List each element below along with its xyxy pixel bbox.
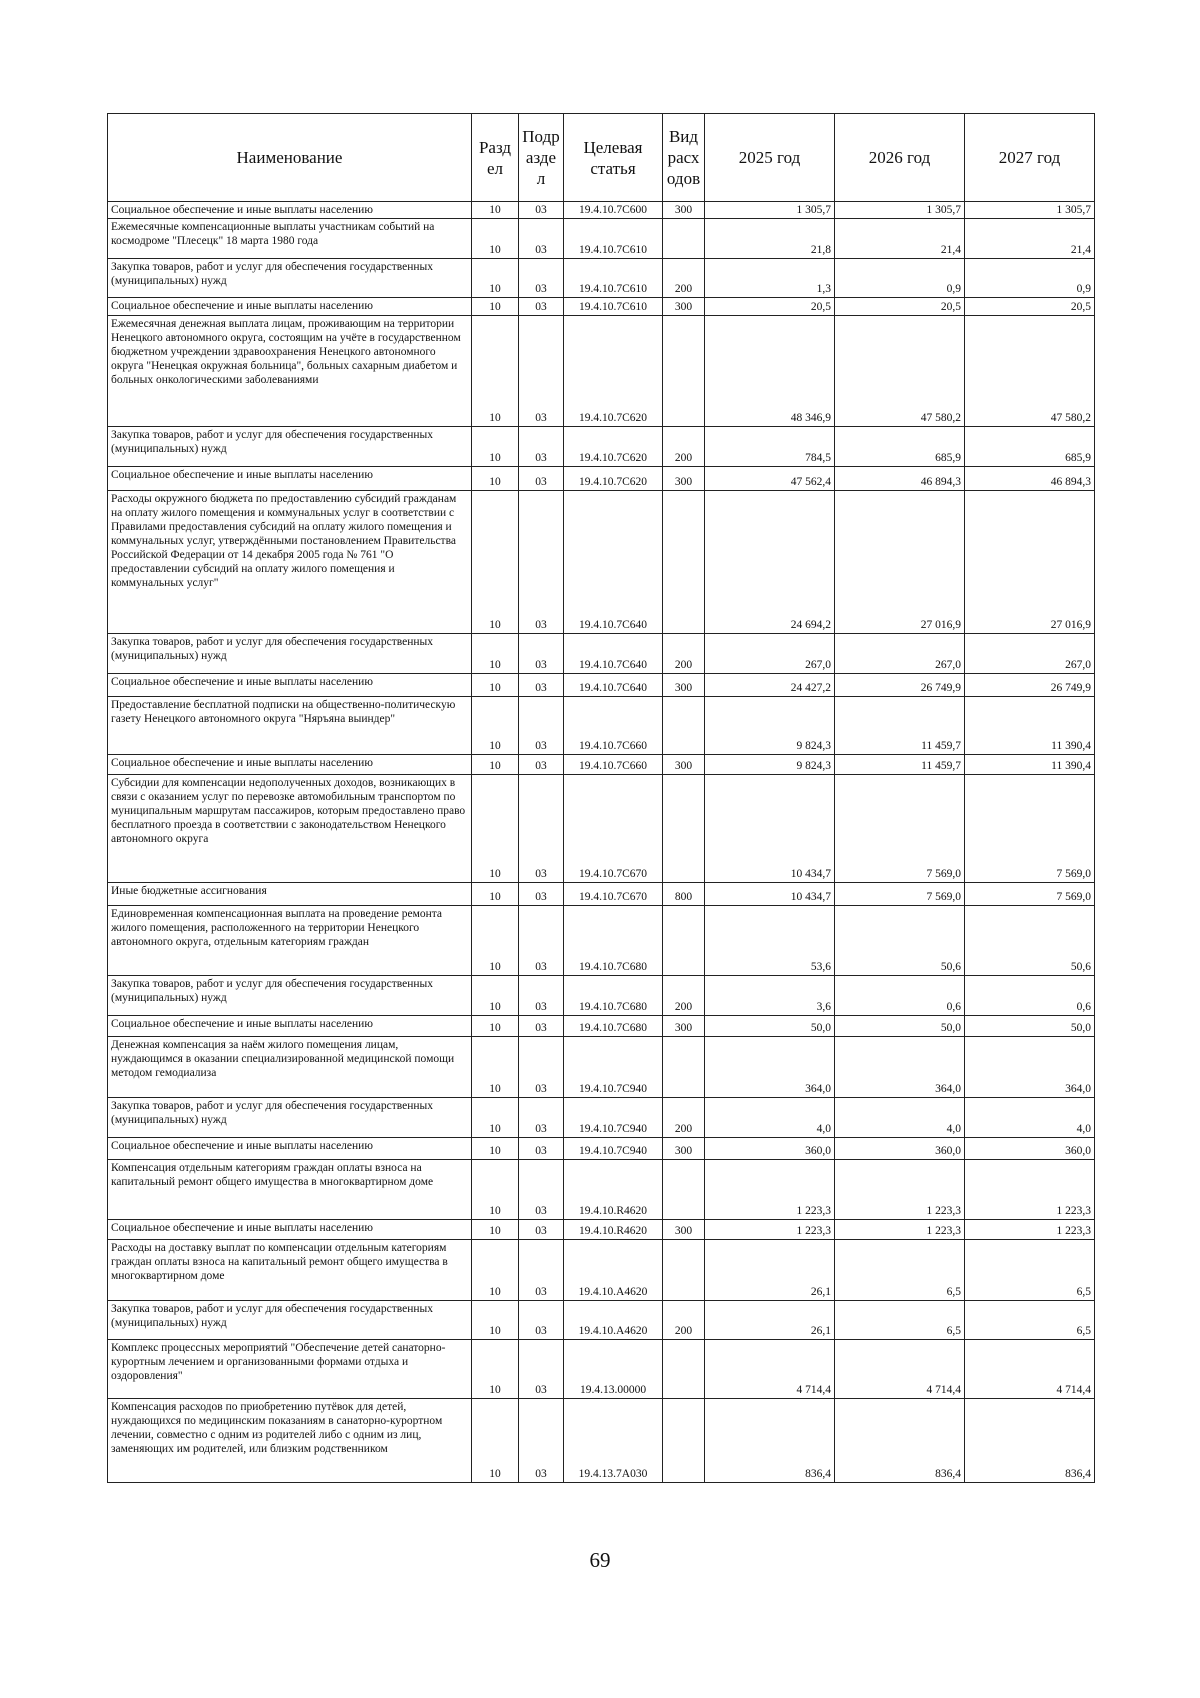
table-row bbox=[108, 976, 1095, 1016]
budget-table-body bbox=[108, 202, 1095, 1483]
row-section: 10 bbox=[472, 219, 519, 259]
row-value-2027: 836,4 bbox=[965, 1399, 1095, 1483]
row-expense-kind bbox=[663, 219, 705, 259]
row-name: Закупка товаров, работ и услуг для обеспечения государственных (муниципальных) нужд bbox=[108, 427, 472, 467]
row-section: 10 bbox=[472, 316, 519, 427]
row-value-2027: 6,5 bbox=[965, 1301, 1095, 1340]
row-subsection: 03 bbox=[519, 883, 564, 906]
row-target-article: 19.4.10.7С680 bbox=[564, 976, 663, 1016]
table-row bbox=[108, 219, 1095, 259]
row-subsection: 03 bbox=[519, 634, 564, 674]
row-subsection: 03 bbox=[519, 976, 564, 1016]
row-name: Субсидии для компенсации недополученных доходов, возникающих в связи с оказанием услуг по перевозке автомобильным транспортом по муниципальным маршрутам пассажиров, которым предоставлено право бесплатного проезда в соответствии с законодательством Ненецкого автономного округа bbox=[108, 775, 472, 883]
row-expense-kind: 300 bbox=[663, 1138, 705, 1160]
row-section: 10 bbox=[472, 467, 519, 491]
row-value-2025: 1 223,3 bbox=[705, 1220, 835, 1240]
row-target-article: 19.4.10.7С680 bbox=[564, 1016, 663, 1037]
row-expense-kind bbox=[663, 1037, 705, 1098]
row-target-article: 19.4.10.7С660 bbox=[564, 755, 663, 775]
row-subsection: 03 bbox=[519, 1301, 564, 1340]
row-section: 10 bbox=[472, 1160, 519, 1220]
row-target-article: 19.4.10.7С610 bbox=[564, 298, 663, 316]
row-value-2025: 24 694,2 bbox=[705, 491, 835, 634]
row-subsection: 03 bbox=[519, 491, 564, 634]
row-name: Закупка товаров, работ и услуг для обеспечения государственных (муниципальных) нужд bbox=[108, 634, 472, 674]
row-expense-kind bbox=[663, 491, 705, 634]
row-value-2025: 47 562,4 bbox=[705, 467, 835, 491]
table-row bbox=[108, 1016, 1095, 1037]
row-value-2025: 48 346,9 bbox=[705, 316, 835, 427]
table-row bbox=[108, 775, 1095, 883]
row-section: 10 bbox=[472, 697, 519, 755]
row-value-2026: 7 569,0 bbox=[835, 775, 965, 883]
row-name: Единовременная компенсационная выплата на проведение ремонта жилого помещения, расположенного на территории Ненецкого автономного округа, отдельным категориям граждан bbox=[108, 906, 472, 976]
row-value-2027: 0,9 bbox=[965, 259, 1095, 298]
row-value-2027: 4 714,4 bbox=[965, 1340, 1095, 1399]
table-row bbox=[108, 491, 1095, 634]
header-year-2026: 2026 год bbox=[835, 114, 965, 202]
row-section: 10 bbox=[472, 1016, 519, 1037]
row-subsection: 03 bbox=[519, 316, 564, 427]
row-target-article: 19.4.10.7С620 bbox=[564, 316, 663, 427]
row-name: Иные бюджетные ассигнования bbox=[108, 883, 472, 906]
row-value-2026: 50,0 bbox=[835, 1016, 965, 1037]
row-value-2027: 685,9 bbox=[965, 427, 1095, 467]
row-section: 10 bbox=[472, 883, 519, 906]
row-value-2026: 21,4 bbox=[835, 219, 965, 259]
row-subsection: 03 bbox=[519, 1037, 564, 1098]
row-value-2025: 1 305,7 bbox=[705, 202, 835, 219]
row-section: 10 bbox=[472, 202, 519, 219]
row-section: 10 bbox=[472, 755, 519, 775]
row-name: Закупка товаров, работ и услуг для обеспечения государственных (муниципальных) нужд bbox=[108, 1301, 472, 1340]
row-target-article: 19.4.10.7С940 bbox=[564, 1098, 663, 1138]
table-row bbox=[108, 1240, 1095, 1301]
row-expense-kind: 200 bbox=[663, 976, 705, 1016]
row-subsection: 03 bbox=[519, 1016, 564, 1037]
row-value-2025: 9 824,3 bbox=[705, 697, 835, 755]
row-subsection: 03 bbox=[519, 1160, 564, 1220]
header-expense-kind: Вид расх одов bbox=[663, 114, 705, 202]
row-value-2025: 4,0 bbox=[705, 1098, 835, 1138]
row-value-2026: 4 714,4 bbox=[835, 1340, 965, 1399]
row-value-2027: 20,5 bbox=[965, 298, 1095, 316]
row-name: Социальное обеспечение и иные выплаты населению bbox=[108, 467, 472, 491]
table-row bbox=[108, 1098, 1095, 1138]
row-expense-kind bbox=[663, 775, 705, 883]
row-target-article: 19.4.10.7С940 bbox=[564, 1037, 663, 1098]
row-value-2026: 360,0 bbox=[835, 1138, 965, 1160]
row-value-2027: 7 569,0 bbox=[965, 883, 1095, 906]
row-name: Денежная компенсация за наём жилого помещения лицам, нуждающимся в оказании специализированной медицинской помощи методом гемодиализа bbox=[108, 1037, 472, 1098]
row-expense-kind: 300 bbox=[663, 202, 705, 219]
row-expense-kind: 200 bbox=[663, 427, 705, 467]
row-section: 10 bbox=[472, 634, 519, 674]
row-name: Социальное обеспечение и иные выплаты населению bbox=[108, 1138, 472, 1160]
row-value-2027: 21,4 bbox=[965, 219, 1095, 259]
row-value-2026: 46 894,3 bbox=[835, 467, 965, 491]
row-target-article: 19.4.10.7С670 bbox=[564, 883, 663, 906]
row-value-2026: 1 223,3 bbox=[835, 1220, 965, 1240]
row-value-2025: 360,0 bbox=[705, 1138, 835, 1160]
row-section: 10 bbox=[472, 1301, 519, 1340]
row-subsection: 03 bbox=[519, 755, 564, 775]
row-target-article: 19.4.10.7С670 bbox=[564, 775, 663, 883]
row-target-article: 19.4.10.7С620 bbox=[564, 427, 663, 467]
row-expense-kind: 300 bbox=[663, 298, 705, 316]
row-value-2025: 836,4 bbox=[705, 1399, 835, 1483]
header-subsection: Подр азде л bbox=[519, 114, 564, 202]
row-value-2026: 0,9 bbox=[835, 259, 965, 298]
row-value-2026: 685,9 bbox=[835, 427, 965, 467]
row-section: 10 bbox=[472, 1098, 519, 1138]
row-expense-kind bbox=[663, 1240, 705, 1301]
row-value-2026: 27 016,9 bbox=[835, 491, 965, 634]
header-year-2027: 2027 год bbox=[965, 114, 1095, 202]
row-value-2025: 10 434,7 bbox=[705, 775, 835, 883]
row-target-article: 19.4.10.7С610 bbox=[564, 259, 663, 298]
row-name: Социальное обеспечение и иные выплаты населению bbox=[108, 674, 472, 697]
row-value-2026: 364,0 bbox=[835, 1037, 965, 1098]
row-section: 10 bbox=[472, 427, 519, 467]
row-target-article: 19.4.10.R4620 bbox=[564, 1220, 663, 1240]
row-section: 10 bbox=[472, 976, 519, 1016]
table-row bbox=[108, 1037, 1095, 1098]
budget-table bbox=[107, 113, 1095, 1483]
row-value-2027: 360,0 bbox=[965, 1138, 1095, 1160]
row-expense-kind bbox=[663, 1160, 705, 1220]
row-subsection: 03 bbox=[519, 1240, 564, 1301]
row-subsection: 03 bbox=[519, 202, 564, 219]
row-value-2026: 4,0 bbox=[835, 1098, 965, 1138]
row-target-article: 19.4.10.7С620 bbox=[564, 467, 663, 491]
row-value-2026: 836,4 bbox=[835, 1399, 965, 1483]
table-row bbox=[108, 467, 1095, 491]
row-value-2026: 7 569,0 bbox=[835, 883, 965, 906]
row-target-article: 19.4.10.7С610 bbox=[564, 219, 663, 259]
row-expense-kind bbox=[663, 906, 705, 976]
row-value-2027: 0,6 bbox=[965, 976, 1095, 1016]
row-value-2026: 20,5 bbox=[835, 298, 965, 316]
row-subsection: 03 bbox=[519, 298, 564, 316]
row-value-2026: 1 223,3 bbox=[835, 1160, 965, 1220]
row-value-2025: 1,3 bbox=[705, 259, 835, 298]
row-section: 10 bbox=[472, 259, 519, 298]
row-subsection: 03 bbox=[519, 1220, 564, 1240]
row-target-article: 19.4.10.7С640 bbox=[564, 674, 663, 697]
row-value-2026: 6,5 bbox=[835, 1240, 965, 1301]
row-expense-kind: 300 bbox=[663, 1220, 705, 1240]
row-value-2025: 784,5 bbox=[705, 427, 835, 467]
row-expense-kind: 300 bbox=[663, 467, 705, 491]
page-number: 69 bbox=[589, 1548, 611, 1572]
row-value-2025: 50,0 bbox=[705, 1016, 835, 1037]
row-subsection: 03 bbox=[519, 427, 564, 467]
row-subsection: 03 bbox=[519, 674, 564, 697]
row-value-2027: 1 223,3 bbox=[965, 1220, 1095, 1240]
row-value-2026: 0,6 bbox=[835, 976, 965, 1016]
row-section: 10 bbox=[472, 775, 519, 883]
row-target-article: 19.4.10.R4620 bbox=[564, 1160, 663, 1220]
row-expense-kind: 300 bbox=[663, 1016, 705, 1037]
row-subsection: 03 bbox=[519, 775, 564, 883]
row-section: 10 bbox=[472, 1037, 519, 1098]
row-subsection: 03 bbox=[519, 467, 564, 491]
table-row bbox=[108, 634, 1095, 674]
row-target-article: 19.4.10.7С640 bbox=[564, 634, 663, 674]
row-value-2026: 26 749,9 bbox=[835, 674, 965, 697]
row-expense-kind: 800 bbox=[663, 883, 705, 906]
row-value-2027: 267,0 bbox=[965, 634, 1095, 674]
table-row bbox=[108, 1399, 1095, 1483]
row-value-2027: 6,5 bbox=[965, 1240, 1095, 1301]
table-row bbox=[108, 1138, 1095, 1160]
table-row bbox=[108, 1340, 1095, 1399]
row-expense-kind: 300 bbox=[663, 674, 705, 697]
row-section: 10 bbox=[472, 906, 519, 976]
row-value-2025: 20,5 bbox=[705, 298, 835, 316]
row-subsection: 03 bbox=[519, 697, 564, 755]
table-header-row bbox=[108, 114, 1095, 202]
row-value-2026: 11 459,7 bbox=[835, 697, 965, 755]
table-row bbox=[108, 674, 1095, 697]
row-value-2025: 53,6 bbox=[705, 906, 835, 976]
row-expense-kind: 200 bbox=[663, 634, 705, 674]
row-value-2025: 26,1 bbox=[705, 1240, 835, 1301]
row-section: 10 bbox=[472, 491, 519, 634]
row-name: Закупка товаров, работ и услуг для обеспечения государственных (муниципальных) нужд bbox=[108, 259, 472, 298]
row-value-2027: 1 223,3 bbox=[965, 1160, 1095, 1220]
table-row bbox=[108, 906, 1095, 976]
row-target-article: 19.4.13.00000 bbox=[564, 1340, 663, 1399]
row-target-article: 19.4.10.А4620 bbox=[564, 1240, 663, 1301]
row-name: Предоставление бесплатной подписки на общественно-политическую газету Ненецкого автономного округа "Няръяна выиндер" bbox=[108, 697, 472, 755]
row-value-2026: 6,5 bbox=[835, 1301, 965, 1340]
row-expense-kind: 300 bbox=[663, 755, 705, 775]
row-value-2025: 24 427,2 bbox=[705, 674, 835, 697]
row-name: Ежемесячная денежная выплата лицам, проживающим на территории Ненецкого автономного округа, состоящим на учёте в государственном бюджетном учреждении здравоохранения Ненецкого автономного округа "Ненецкая окружная больница", больных сахарным диабетом и больных онкологическими заболеваниями bbox=[108, 316, 472, 427]
row-name: Закупка товаров, работ и услуг для обеспечения государственных (муниципальных) нужд bbox=[108, 976, 472, 1016]
row-name: Расходы на доставку выплат по компенсации отдельным категориям граждан оплаты взноса на капитальный ремонт общего имущества в многоквартирном доме bbox=[108, 1240, 472, 1301]
row-value-2026: 50,6 bbox=[835, 906, 965, 976]
row-target-article: 19.4.10.7С680 bbox=[564, 906, 663, 976]
row-value-2027: 50,0 bbox=[965, 1016, 1095, 1037]
row-value-2027: 4,0 bbox=[965, 1098, 1095, 1138]
row-name: Компенсация расходов по приобретению путёвок для детей, нуждающихся по медицинским показаниям в санаторно-курортном лечении, совместно с одним из родителей либо с одним из лиц, заменяющих им родителей, или близким родственником bbox=[108, 1399, 472, 1483]
row-name: Расходы окружного бюджета по предоставлению субсидий гражданам на оплату жилого помещения и коммунальных услуг в соответствии с Правилами предоставления субсидий на оплату жилого помещения и коммунальных услуг, утверждёнными постановлением Правительства Российской Федерации от 14 декабря 2005 года № 761 "О предоставлении субсидий на оплату жилого помещения и коммунальных услуг" bbox=[108, 491, 472, 634]
row-value-2027: 7 569,0 bbox=[965, 775, 1095, 883]
table-row bbox=[108, 1301, 1095, 1340]
row-expense-kind bbox=[663, 1340, 705, 1399]
row-name: Комплекс процессных мероприятий "Обеспечение детей санаторно-курортным лечением и организованными формами отдыха и оздоровления" bbox=[108, 1340, 472, 1399]
row-value-2027: 50,6 bbox=[965, 906, 1095, 976]
table-row bbox=[108, 316, 1095, 427]
row-section: 10 bbox=[472, 1138, 519, 1160]
header-section: Разд ел bbox=[472, 114, 519, 202]
row-target-article: 19.4.10.7С660 bbox=[564, 697, 663, 755]
row-subsection: 03 bbox=[519, 1399, 564, 1483]
row-name: Социальное обеспечение и иные выплаты населению bbox=[108, 1220, 472, 1240]
row-target-article: 19.4.10.7С640 bbox=[564, 491, 663, 634]
row-section: 10 bbox=[472, 1240, 519, 1301]
table-row bbox=[108, 883, 1095, 906]
row-name: Социальное обеспечение и иные выплаты населению bbox=[108, 298, 472, 316]
row-value-2025: 364,0 bbox=[705, 1037, 835, 1098]
row-subsection: 03 bbox=[519, 259, 564, 298]
table-row bbox=[108, 259, 1095, 298]
row-value-2025: 21,8 bbox=[705, 219, 835, 259]
row-target-article: 19.4.10.7С940 bbox=[564, 1138, 663, 1160]
header-year-2025: 2025 год bbox=[705, 114, 835, 202]
table-row bbox=[108, 1160, 1095, 1220]
row-value-2027: 27 016,9 bbox=[965, 491, 1095, 634]
row-name: Закупка товаров, работ и услуг для обеспечения государственных (муниципальных) нужд bbox=[108, 1098, 472, 1138]
header-target-article: Целевая статья bbox=[564, 114, 663, 202]
row-subsection: 03 bbox=[519, 1098, 564, 1138]
row-value-2027: 364,0 bbox=[965, 1037, 1095, 1098]
row-value-2027: 26 749,9 bbox=[965, 674, 1095, 697]
row-subsection: 03 bbox=[519, 906, 564, 976]
row-value-2026: 47 580,2 bbox=[835, 316, 965, 427]
row-section: 10 bbox=[472, 1220, 519, 1240]
row-value-2027: 1 305,7 bbox=[965, 202, 1095, 219]
row-value-2027: 11 390,4 bbox=[965, 697, 1095, 755]
row-section: 10 bbox=[472, 674, 519, 697]
row-expense-kind bbox=[663, 697, 705, 755]
row-value-2025: 1 223,3 bbox=[705, 1160, 835, 1220]
row-value-2025: 26,1 bbox=[705, 1301, 835, 1340]
row-name: Социальное обеспечение и иные выплаты населению bbox=[108, 1016, 472, 1037]
row-value-2025: 4 714,4 bbox=[705, 1340, 835, 1399]
row-expense-kind bbox=[663, 1399, 705, 1483]
row-expense-kind bbox=[663, 316, 705, 427]
row-value-2027: 47 580,2 bbox=[965, 316, 1095, 427]
row-expense-kind: 200 bbox=[663, 1301, 705, 1340]
table-row bbox=[108, 298, 1095, 316]
table-row bbox=[108, 427, 1095, 467]
table-row bbox=[108, 755, 1095, 775]
row-expense-kind: 200 bbox=[663, 259, 705, 298]
row-name: Компенсация отдельным категориям граждан оплаты взноса на капитальный ремонт общего имущества в многоквартирном доме bbox=[108, 1160, 472, 1220]
row-value-2027: 11 390,4 bbox=[965, 755, 1095, 775]
table-row bbox=[108, 697, 1095, 755]
row-value-2025: 267,0 bbox=[705, 634, 835, 674]
row-value-2026: 1 305,7 bbox=[835, 202, 965, 219]
row-value-2025: 3,6 bbox=[705, 976, 835, 1016]
row-value-2025: 9 824,3 bbox=[705, 755, 835, 775]
row-target-article: 19.4.10.А4620 bbox=[564, 1301, 663, 1340]
row-value-2025: 10 434,7 bbox=[705, 883, 835, 906]
row-target-article: 19.4.13.7А030 bbox=[564, 1399, 663, 1483]
table-row bbox=[108, 202, 1095, 219]
row-name: Ежемесячные компенсационные выплаты участникам событий на космодроме "Плесецк" 18 марта 1980 года bbox=[108, 219, 472, 259]
row-name: Социальное обеспечение и иные выплаты населению bbox=[108, 755, 472, 775]
row-subsection: 03 bbox=[519, 219, 564, 259]
row-subsection: 03 bbox=[519, 1138, 564, 1160]
row-name: Социальное обеспечение и иные выплаты населению bbox=[108, 202, 472, 219]
row-subsection: 03 bbox=[519, 1340, 564, 1399]
row-section: 10 bbox=[472, 1340, 519, 1399]
row-value-2026: 267,0 bbox=[835, 634, 965, 674]
row-value-2026: 11 459,7 bbox=[835, 755, 965, 775]
header-name: Наименование bbox=[108, 114, 472, 202]
row-section: 10 bbox=[472, 298, 519, 316]
table-row bbox=[108, 1220, 1095, 1240]
row-value-2027: 46 894,3 bbox=[965, 467, 1095, 491]
row-section: 10 bbox=[472, 1399, 519, 1483]
row-target-article: 19.4.10.7С600 bbox=[564, 202, 663, 219]
row-expense-kind: 200 bbox=[663, 1098, 705, 1138]
